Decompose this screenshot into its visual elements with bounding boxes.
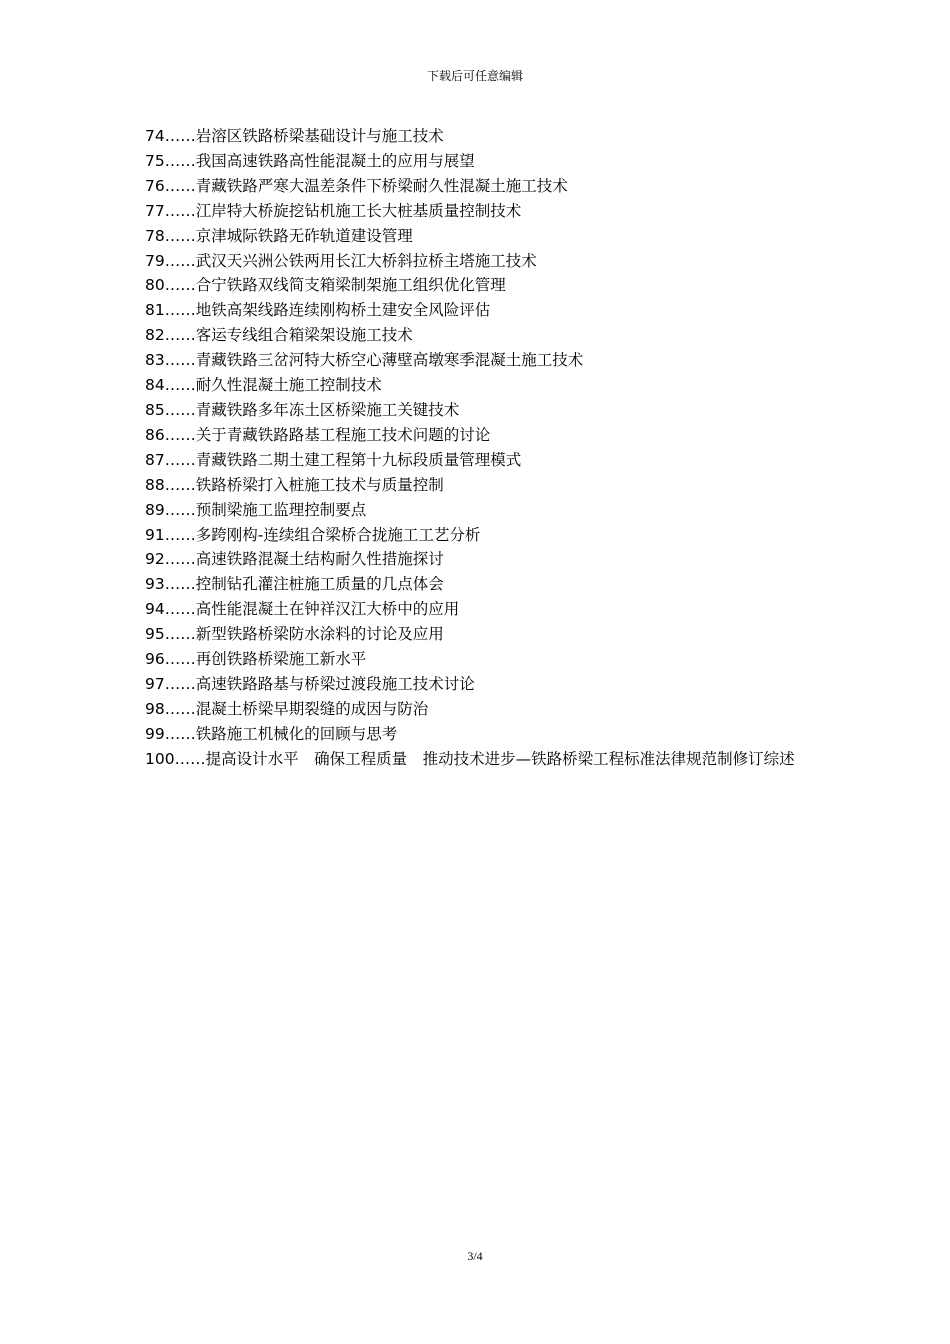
- toc-entry: 74……岩溶区铁路桥梁基础设计与施工技术: [145, 127, 444, 145]
- toc-entry: 99……铁路施工机械化的回顾与思考: [145, 724, 398, 743]
- toc-entry: 81……地铁高架线路连续刚构桥土建安全风险评估: [145, 301, 491, 320]
- toc-entry: 97……高速铁路路基与桥梁过渡段施工技术讨论: [145, 674, 475, 693]
- toc-entry: 89……预制梁施工监理控制要点: [145, 500, 367, 519]
- toc-entry: 77……江岸特大桥旋挖钻机施工长大桩基质量控制技术: [145, 201, 522, 220]
- toc-entry: 98……混凝土桥梁早期裂缝的成因与防治: [145, 699, 429, 718]
- toc-entry: 91……多跨刚构-连续组合梁桥合拢施工工艺分析: [145, 525, 481, 544]
- page-number: 3/4: [467, 1249, 483, 1263]
- toc-entry: 75……我国高速铁路高性能混凝土的应用与展望: [145, 151, 475, 170]
- page-header: 下载后可任意编辑: [426, 69, 523, 83]
- toc-entry: 80……合宁铁路双线简支箱梁制架施工组织优化管理: [145, 276, 506, 295]
- toc-entry: 88……铁路桥梁打入桩施工技术与质量控制: [145, 475, 444, 494]
- toc-entry: 78……京津城际铁路无砟轨道建设管理: [145, 226, 413, 245]
- toc-entry: 84……耐久性混凝土施工控制技术: [145, 376, 382, 395]
- toc-entry: 95……新型铁路桥梁防水涂料的讨论及应用: [145, 625, 444, 644]
- toc-entry: 83……青藏铁路三岔河特大桥空心薄壁高墩寒季混凝土施工技术: [145, 351, 584, 370]
- table-of-contents: [145, 124, 815, 772]
- toc-entry: 96……再创铁路桥梁施工新水平: [145, 650, 367, 669]
- toc-entry: 76……青藏铁路严寒大温差条件下桥梁耐久性混凝土施工技术: [145, 176, 568, 195]
- toc-entry: 85……青藏铁路多年冻土区桥梁施工关键技术: [145, 400, 460, 419]
- toc-entry: 87……青藏铁路二期土建工程第十九标段质量管理模式: [145, 450, 522, 469]
- toc-entry: 93……控制钻孔灌注桩施工质量的几点体会: [145, 575, 444, 594]
- toc-entry: 92……高速铁路混凝土结构耐久性措施探讨: [145, 550, 444, 569]
- toc-entry: 79……武汉天兴洲公铁两用长江大桥斜拉桥主塔施工技术: [145, 251, 537, 270]
- toc-entry: 100……提高设计水平 确保工程质量 推动技术进步—铁路桥梁工程标准法律规范制修订综述: [145, 749, 795, 768]
- toc-entry: 94……高性能混凝土在钟祥汉江大桥中的应用: [145, 600, 460, 619]
- toc-entry: 82……客运专线组合箱梁架设施工技术: [145, 326, 413, 345]
- toc-entry: 86……关于青藏铁路路基工程施工技术问题的讨论: [145, 425, 491, 444]
